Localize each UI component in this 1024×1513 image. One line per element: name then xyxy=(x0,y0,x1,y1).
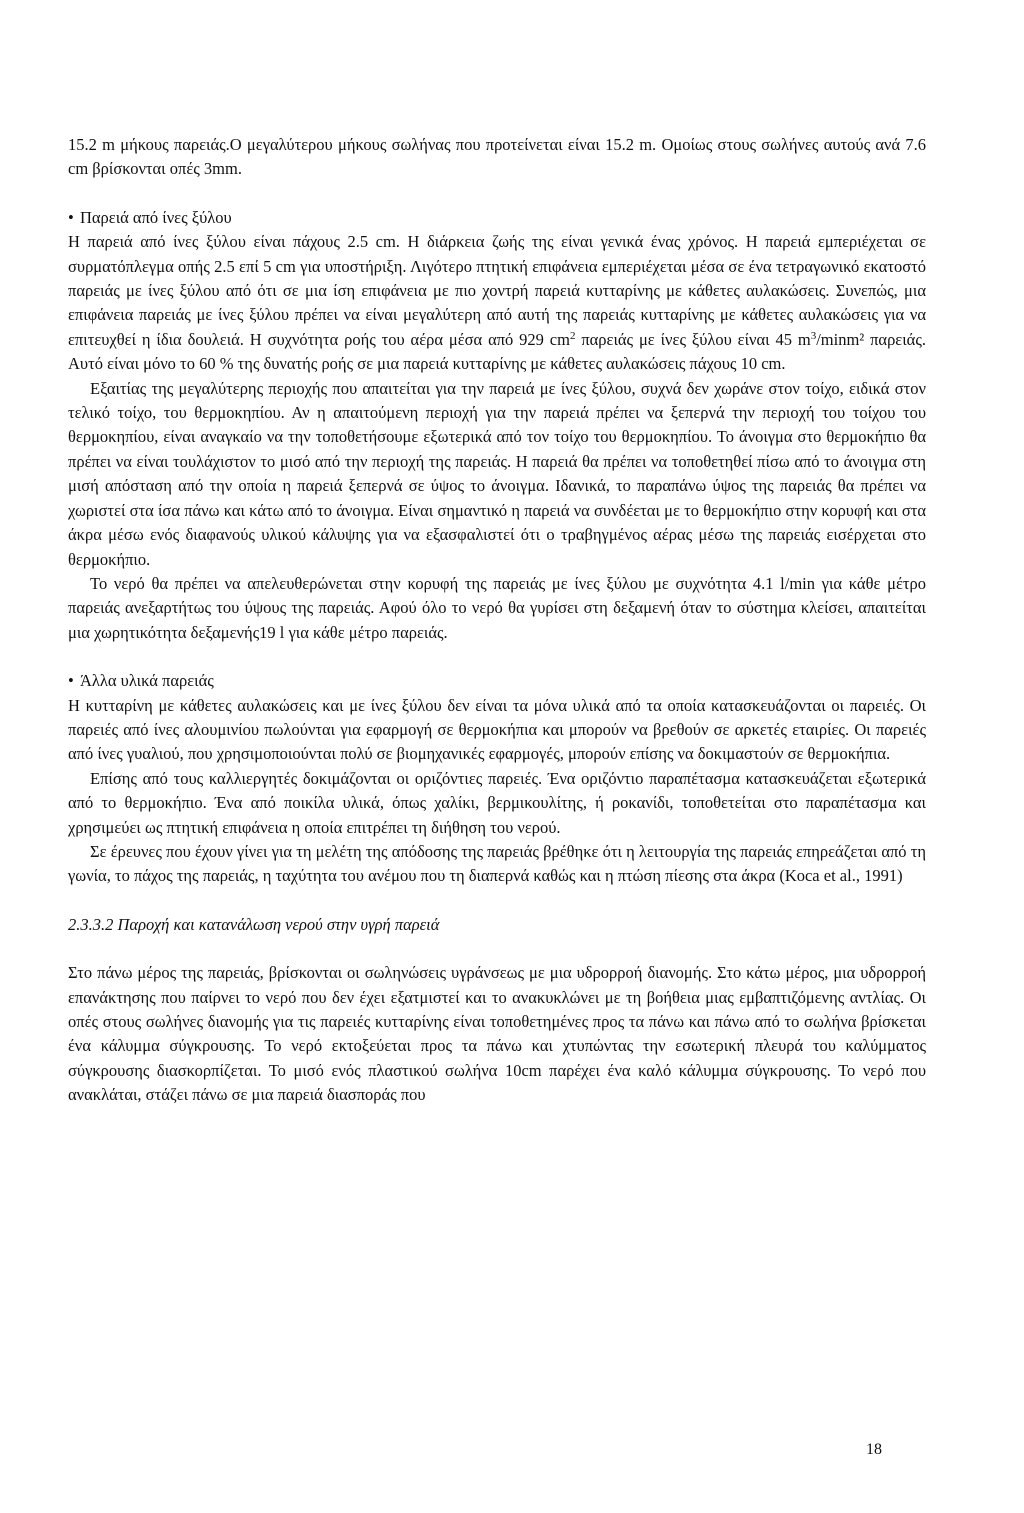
other-materials-paragraph-2: Επίσης από τους καλλιεργητές δοκιμάζονται οι οριζόντιες παρειές. Ένα οριζόντιο παραπέτασμα κατασκευάζεται εξωτερικά από το θερμοκήπιο. Ένα από ποικίλα υλικά, όπως χαλίκι, βερμικουλίτης, ή ροκανίδι, τοποθετείται στο παραπέτασμα και χρησιμεύει ως πτητική επιφάνεια η οποία επιτρέπει τη διήθηση του νερού. xyxy=(68,768,926,837)
section-paragraph: Στο πάνω μέρος της παρειάς, βρίσκονται οι σωληνώσεις υγράνσεως με μια υδρορροή διανομής. Στο κάτω μέρος, μια υδρορροή επανάκτησης που παίρνει το νερό που δεν έχει εξατμιστεί και το ανακυκλώνει με τη βοήθεια μιας εμβαπτιζόμενης αντλίας. Οι οπές στους σωλήνες διανομής για τις παρειές κυτταρίνης είναι τοποθετημένες προς τα πάνω και πάνω από το σωλήνα βρίσκεται ένα κάλυμμα σύγκρουσης. Το νερό εκτοξεύεται προς τα πάνω και χτυπώντας την εσωτερική πλευρά του καλύμματος σύγκρουσης διασκορπίζεται. Το μισό ενός πλαστικού σωλήνα 10cm παρέχει ένα καλό κάλυμμα σύγκρουσης. Το νερό που ανακλάται, στάζει πάνω σε μια παρειά διασποράς που xyxy=(68,963,926,1105)
square-centimeter-superscript: 2 xyxy=(569,329,576,342)
wood-fiber-paragraph-1-part-1: Η παρειά από ίνες ξύλου είναι πάχους 2.5 cm. Η διάρκεια ζωής της είναι γενικά ένας χρόνος. Η παρειά εμπεριέχεται σε συρματόπλεγμα οπής 2.5 επί 5 cm για υποστήριξη. Λιγότερο πτητική επιφάνεια εμπεριέχεται μέσα σε ένα τετραγωνικό εκατοστό παρειάς με ίνες ξύλου από ότι σε μια ίση επιφάνεια με πιο χοντρή παρειά κυτταρίνης με κάθετες αυλακώσεις. Συνεπώς, μια επιφάνεια παρειάς με ίνες ξύλου πρέπει να είναι μεγαλύτερη από αυτή της παρειάς κυτταρίνης με κάθετες αυλακώσεις για να επιτευχθεί η ίδια δουλειά. Η συχνότητα ροής του αέρα μέσα από 929 cm xyxy=(68,232,926,349)
document-page xyxy=(68,133,926,1108)
wood-fiber-title: Παρειά από ίνες ξύλου xyxy=(80,207,232,227)
bullet-icon: • xyxy=(68,207,74,227)
other-materials-heading xyxy=(68,669,926,693)
wood-fiber-paragraph-1-part-2: παρειάς με ίνες ξύλου είναι 45 m xyxy=(575,329,811,349)
section-title: 2.3.3.2 Παροχή και κατανάλωση νερού στην υγρή παρειά xyxy=(68,914,440,934)
section-title-spacer xyxy=(68,937,926,961)
section-spacer xyxy=(68,889,926,913)
other-materials-title: Άλλα υλικά παρειάς xyxy=(80,671,214,691)
wood-fiber-paragraph-1 xyxy=(68,230,926,376)
paragraph-spacer xyxy=(68,182,926,206)
wood-fiber-paragraph-3: Το νερό θα πρέπει να απελευθερώνεται στην κορυφή της παρειάς με ίνες ξύλου με συχνότητα 4.1 l/min για κάθε μέτρο παρειάς ανεξαρτήτως του ύψους της παρειάς. Αφού όλο το νερό θα γυρίσει στη δεξαμενή όταν το σύστημα κλείσει, απαιτείται μια χωρητικότητα δεξαμενής19 l για κάθε μέτρο παρειάς. xyxy=(68,573,926,642)
paragraph-spacer xyxy=(68,645,926,669)
cubic-meter-superscript: 3 xyxy=(810,329,817,342)
wood-fiber-paragraph-1-part-3: /minm² παρειάς. Αυτό είναι μόνο το 60 % της δυνατής ροής σε μια παρειά κυτταρίνης με κάθετες αυλακώσεις πάχους 10 cm. xyxy=(68,329,926,374)
other-materials-paragraph-1: Η κυτταρίνη με κάθετες αυλακώσεις και με ίνες ξύλου δεν είναι τα μόνα υλικά από τα οποία κατασκευάζονται οι παρειές. Οι παρειές από ίνες αλουμινίου πωλούνται για εφαρμογή σε θερμοκήπια και μπορούν να βρεθούν σε αρκετές εταιρίες. Οι παρειές από ίνες γυαλιού, που χρησιμοποιούνται πολύ σε βιομηχανικές εφαρμογές, μπορούν επίσης να δοκιμαστούν σε θερμοκήπια. xyxy=(68,695,926,764)
bullet-icon: • xyxy=(68,671,74,691)
wood-fiber-heading xyxy=(68,206,926,230)
other-materials-paragraph-3: Σε έρευνες που έχουν γίνει για τη μελέτη της απόδοσης της παρειάς βρέθηκε ότι η λειτουργία της παρειάς επηρεάζεται από τη γωνία, το πάχος της παρειάς, η ταχύτητα του ανέμου που τη διαπερνά καθώς και η πτώση πίεσης στα άκρα (Koca et al., 1991) xyxy=(68,841,926,886)
page-number: 18 xyxy=(866,1441,882,1458)
wood-fiber-paragraph-2: Εξαιτίας της μεγαλύτερης περιοχής που απαιτείται για την παρειά με ίνες ξύλου, συχνά δεν χωράνε στον τοίχο, ειδικά στον τελικό τοίχο, του θερμοκηπίου. Αν η απαιτούμενη περιοχή για την παρειά πρέπει να ξεπερνά την περιοχή του τοίχου του θερμοκηπίου, είναι αναγκαίο να την τοποθετήσουμε εξωτερικά από τον τοίχο του θερμοκηπίου. Το άνοιγμα στο θερμοκήπιο θα πρέπει να είναι τουλάχιστον το μισό από την περιοχή της παρειάς. Η παρειά θα πρέπει να τοποθετηθεί πίσω από το άνοιγμα στη μισή απόσταση από την οποία η παρειά ξεπερνά σε ύψος το άνοιγμα. Ιδανικά, το παραπάνω ύψος της παρειάς θα πρέπει να χωριστεί στα ίσα πάνω και κάτω από το άνοιγμα. Είναι σημαντικό η παρειά να συνδέεται με το θερμοκήπιο στην κορυφή και στα άκρα μέσω ενός διαφανούς υλικού κάλυψης για να εξασφαλιστεί ότι ο τραβηγμένος αέρας μέσω της παρειάς εισέρχεται στο θερμοκήπιο. xyxy=(68,378,926,569)
continuation-paragraph: 15.2 m μήκους παρειάς.Ο μεγαλύτερου μήκους σωλήνας που προτείνεται είναι 15.2 m. Ομοίως στους σωλήνες αυτούς ανά 7.6 cm βρίσκονται οπές 3mm. xyxy=(68,135,926,179)
